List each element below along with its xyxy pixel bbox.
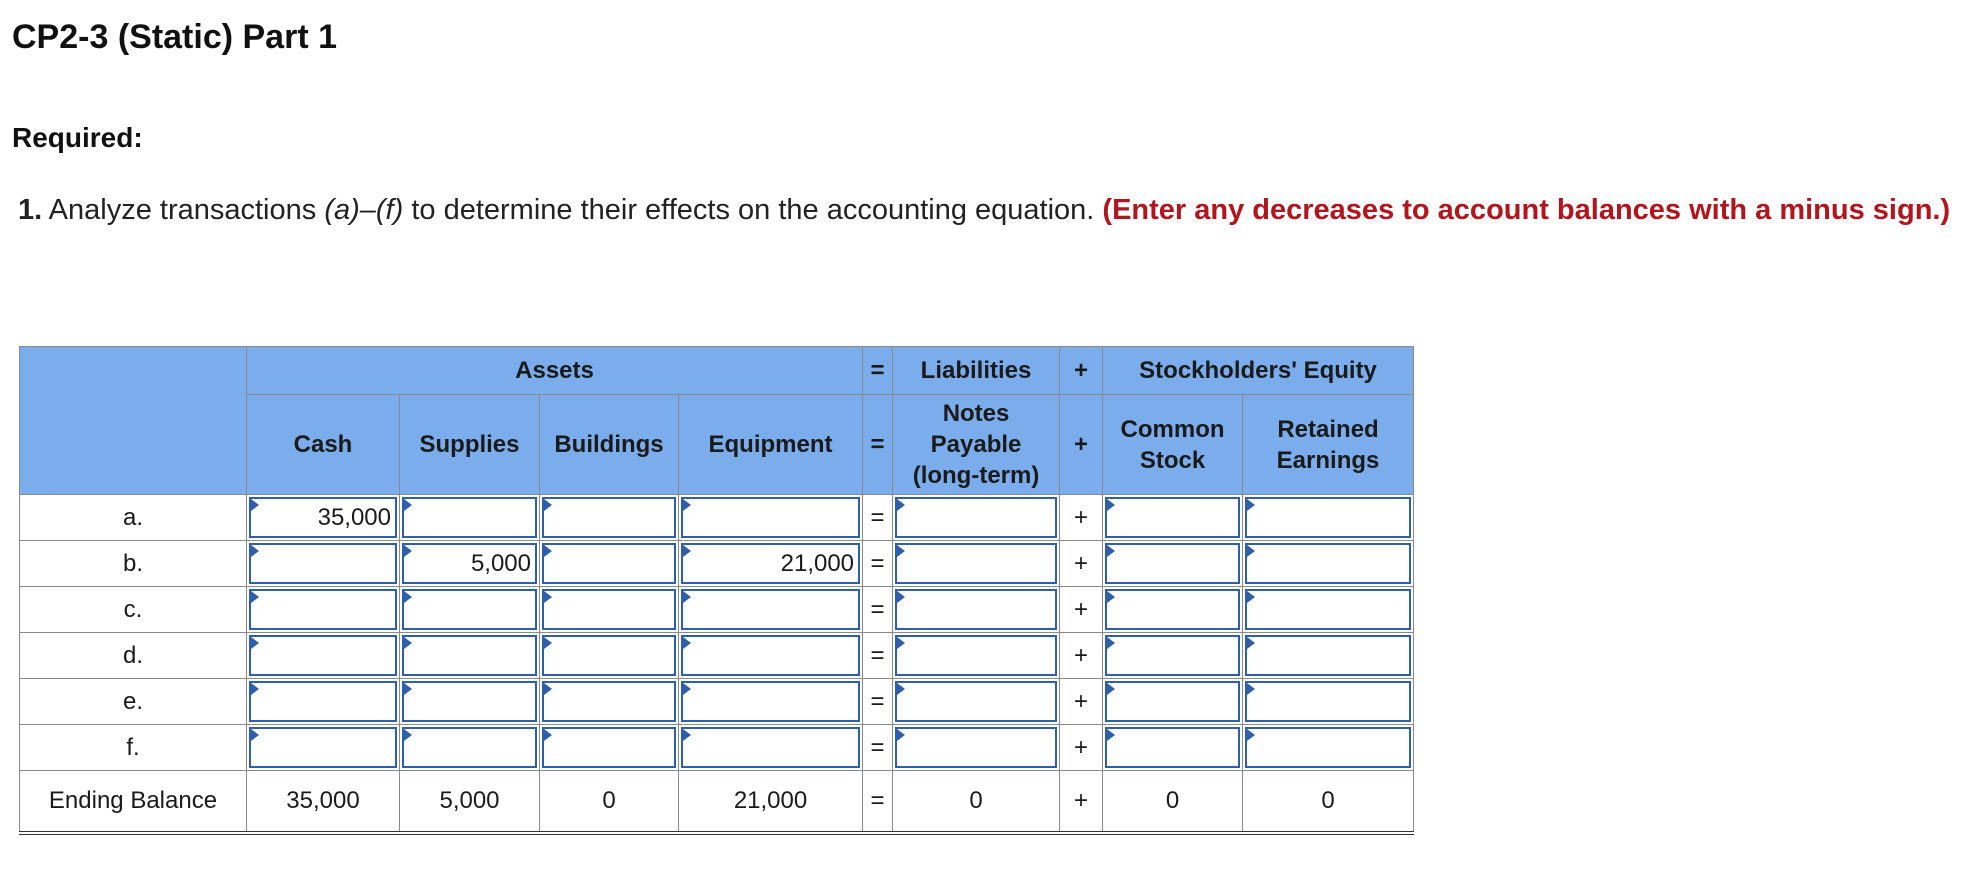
supplies-input[interactable] <box>402 681 537 722</box>
notes-payable-input[interactable] <box>895 497 1057 538</box>
common-stock-input[interactable] <box>1105 497 1240 538</box>
retained-earnings-input[interactable] <box>1245 543 1411 584</box>
column-equipment: Equipment <box>679 395 863 495</box>
equipment-input[interactable] <box>681 635 860 676</box>
plus-sign: + <box>1060 679 1103 725</box>
ending-notes-payable: 0 <box>893 771 1060 833</box>
page-title: CP2-3 (Static) Part 1 <box>12 18 337 56</box>
supplies-input[interactable] <box>402 497 537 538</box>
instruction-note: (Enter any decreases to account balances with a minus sign.) <box>1102 194 1951 226</box>
common-stock-input[interactable] <box>1105 543 1240 584</box>
supplies-input[interactable]: 5,000 <box>402 543 537 584</box>
table-row <box>20 679 1414 725</box>
column-notes-payable <box>893 395 1060 495</box>
column-retained-earnings <box>1243 395 1414 495</box>
required-heading: Required: <box>12 122 143 153</box>
notes-payable-input[interactable] <box>895 727 1057 768</box>
ending-common-stock: 0 <box>1103 771 1243 833</box>
ending-buildings: 0 <box>540 771 679 833</box>
ending-cash: 35,000 <box>247 771 400 833</box>
header-stockholders-equity: Stockholders' Equity <box>1103 347 1414 395</box>
column-notes-payable-line-1: Notes <box>942 400 1010 427</box>
column-notes-payable-line-2: Payable <box>930 431 1022 458</box>
buildings-input[interactable] <box>542 589 676 630</box>
column-equals: = <box>863 395 893 495</box>
equipment-input[interactable] <box>681 589 860 630</box>
table-row <box>20 495 1414 541</box>
plus-sign: + <box>1060 587 1103 633</box>
row-label: c. <box>20 587 247 633</box>
row-label: a. <box>20 495 247 541</box>
retained-earnings-input[interactable] <box>1245 635 1411 676</box>
ending-retained-earnings: 0 <box>1243 771 1414 833</box>
plus-sign: + <box>1060 633 1103 679</box>
column-common-stock-line-1: Common <box>1120 415 1225 443</box>
ending-plus-sign: + <box>1060 771 1103 833</box>
supplies-input[interactable] <box>402 635 537 676</box>
column-common-stock <box>1103 395 1243 495</box>
instruction-text-after: to determine their effects on the accounting equation. <box>411 194 1095 226</box>
table-row <box>20 633 1414 679</box>
column-retained-earnings-line-2: Earnings <box>1276 446 1380 474</box>
header-blank <box>20 347 247 495</box>
column-common-stock-line-2: Stock <box>1139 446 1206 474</box>
equipment-input[interactable] <box>681 681 860 722</box>
equals-sign: = <box>863 679 893 725</box>
instruction-number: 1. <box>18 194 43 226</box>
header-assets: Assets <box>247 347 863 395</box>
equals-sign: = <box>863 541 893 587</box>
buildings-input[interactable] <box>542 497 676 538</box>
row-label: f. <box>20 725 247 771</box>
equals-sign: = <box>863 587 893 633</box>
header-equals: = <box>863 347 893 395</box>
notes-payable-input[interactable] <box>895 589 1057 630</box>
table-row <box>20 541 1414 587</box>
equipment-input[interactable]: 21,000 <box>681 543 860 584</box>
header-liabilities: Liabilities <box>893 347 1060 395</box>
retained-earnings-input[interactable] <box>1245 727 1411 768</box>
instruction-text <box>18 192 1964 229</box>
table-row <box>20 587 1414 633</box>
column-plus: + <box>1060 395 1103 495</box>
supplies-input[interactable] <box>402 589 537 630</box>
equals-sign: = <box>863 495 893 541</box>
column-supplies: Supplies <box>400 395 540 495</box>
buildings-input[interactable] <box>542 727 676 768</box>
notes-payable-input[interactable] <box>895 681 1057 722</box>
ending-balance-row <box>20 771 1414 833</box>
ending-equipment: 21,000 <box>679 771 863 833</box>
retained-earnings-input[interactable] <box>1245 497 1411 538</box>
column-cash: Cash <box>247 395 400 495</box>
cash-input[interactable] <box>249 635 397 676</box>
notes-payable-input[interactable] <box>895 543 1057 584</box>
table-row <box>20 725 1414 771</box>
common-stock-input[interactable] <box>1105 681 1240 722</box>
buildings-input[interactable] <box>542 635 676 676</box>
equals-sign: = <box>863 725 893 771</box>
cash-input[interactable] <box>249 589 397 630</box>
row-label: b. <box>20 541 247 587</box>
plus-sign: + <box>1060 495 1103 541</box>
common-stock-input[interactable] <box>1105 635 1240 676</box>
plus-sign: + <box>1060 725 1103 771</box>
row-label: d. <box>20 633 247 679</box>
common-stock-input[interactable] <box>1105 727 1240 768</box>
cash-input[interactable]: 35,000 <box>249 497 397 538</box>
cash-input[interactable] <box>249 543 397 584</box>
buildings-input[interactable] <box>542 543 676 584</box>
retained-earnings-input[interactable] <box>1245 589 1411 630</box>
ending-balance-label: Ending Balance <box>20 771 247 833</box>
notes-payable-input[interactable] <box>895 635 1057 676</box>
column-buildings: Buildings <box>540 395 679 495</box>
instruction-text-before: Analyze transactions <box>48 194 317 226</box>
row-label: e. <box>20 679 247 725</box>
equipment-input[interactable] <box>681 497 860 538</box>
common-stock-input[interactable] <box>1105 589 1240 630</box>
cash-input[interactable] <box>249 727 397 768</box>
plus-sign: + <box>1060 541 1103 587</box>
retained-earnings-input[interactable] <box>1245 681 1411 722</box>
ending-supplies: 5,000 <box>400 771 540 833</box>
instruction-range: (a)–(f) <box>324 194 404 226</box>
column-notes-payable-line-3: (long-term) <box>912 462 1040 489</box>
header-plus: + <box>1060 347 1103 395</box>
accounting-equation-table <box>19 346 1414 835</box>
cash-input[interactable] <box>249 681 397 722</box>
ending-equals-sign: = <box>863 771 893 833</box>
supplies-input[interactable] <box>402 727 537 768</box>
equipment-input[interactable] <box>681 727 860 768</box>
buildings-input[interactable] <box>542 681 676 722</box>
column-retained-earnings-line-1: Retained <box>1277 415 1379 443</box>
equals-sign: = <box>863 633 893 679</box>
